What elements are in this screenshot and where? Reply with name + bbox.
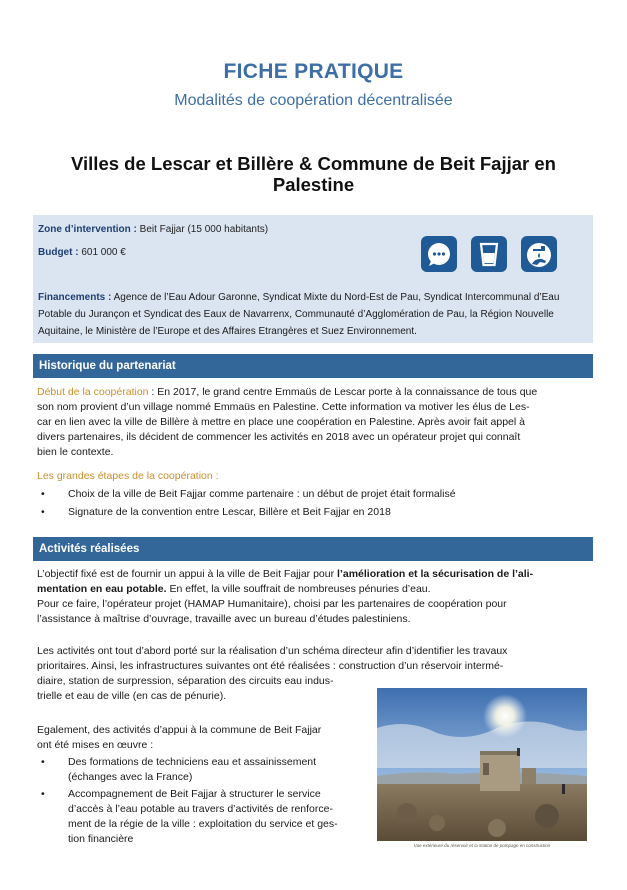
list-item [41, 487, 581, 502]
historique-line2: son nom provient d’un village nommé Emmaüs en Palestine. Cette information va motiver les élus de Les- [37, 401, 530, 413]
activites-p1-text2a: mentation en eau potable. [37, 583, 167, 595]
activites-p1-line2 [37, 582, 590, 597]
activites-p2-line1: Les activités ont tout d’abord porté sur la réalisation d’un schéma directeur afin d’identifier les travaux [37, 645, 508, 657]
activite-b2-line3: ment de la régie de la ville : exploitation du service et ges- [68, 818, 338, 830]
financements-line3: Aquitaine, le Ministère de l’Europe et des Affaires Etrangères et Suez Environnement. [38, 326, 417, 337]
activite-b2-line4: tion financière [68, 833, 134, 845]
historique-line3: car en lien avec la ville de Billère à mettre en place une coopération en Palestine. Après avoir fait appel à [37, 416, 525, 428]
zone-value: Beit Fajjar (15 000 habitants) [136, 224, 269, 235]
page-title: FICHE PRATIQUE [223, 60, 404, 83]
activites-p3-line1: Egalement, des activités d’appui à la commune de Beit Fajjar [37, 724, 322, 736]
list-item [41, 787, 373, 847]
budget-label: Budget : [38, 247, 79, 258]
historique-line1 [37, 385, 590, 400]
activites-p1-text1b: l’amélioration et la sécurisation de l’ali- [337, 568, 534, 580]
project-title-line1: Villes de Lescar et Billère & Commune de Beit Fajjar en [71, 153, 556, 174]
activites-p2-line3: diaire, station de surpression, séparation des circuits eau indus- [37, 675, 334, 687]
dialogue-icon [421, 236, 457, 272]
activites-p1-line1 [37, 567, 590, 582]
bullet-icon: • [41, 788, 45, 800]
activites-paragraph1 [37, 567, 590, 627]
section-heading-activites: Activités réalisées [33, 537, 593, 561]
list-item [41, 755, 373, 785]
financements-block [38, 289, 590, 340]
debut-label: Début de la coopération [37, 386, 149, 398]
reservoir-photo [377, 688, 587, 841]
budget-line [38, 247, 126, 258]
historique-paragraph [37, 385, 590, 460]
etape-text: Signature de la convention entre Lescar, Billère et Beit Fajjar en 2018 [68, 506, 391, 518]
activites-p2-line4: trielle et eau de ville (en cas de pénurie). [37, 690, 227, 702]
etapes-label: Les grandes étapes de la coopération : [37, 470, 219, 482]
zone-line [38, 224, 268, 235]
etape-text: Choix de la ville de Beit Fajjar comme partenaire : un début de projet était formalisé [68, 488, 456, 500]
activite-b1-line2: (échanges avec la France) [68, 771, 193, 783]
activite-b2-line1: Accompagnement de Beit Fajjar à structurer le service [68, 788, 321, 800]
activite-text [68, 755, 373, 785]
page-subtitle: Modalités de coopération décentralisée [174, 92, 453, 109]
zone-label: Zone d’intervention : [38, 224, 137, 235]
project-title [0, 153, 627, 195]
hand-washing-icon [521, 236, 557, 272]
historique-line4: divers partenaires, ils décident de commencer les activités en 2018 avec un opérateur projet qui connaît [37, 431, 521, 443]
financements-line1 [38, 289, 590, 306]
financements-line2: Potable du Jurançon et Syndicat des Eaux de Navarrenx, Communauté d’Agglomération de Pau, la Région Nouvelle [38, 309, 554, 320]
activites-paragraph2 [37, 644, 590, 674]
activites-p1-line3: Pour ce faire, l’opérateur projet (HAMAP Humanitaire), choisi par les partenaires de coopération pour [37, 598, 507, 610]
activites-p1-text1a: L’objectif fixé est de fournir un appui à la ville de Beit Fajjar pour [37, 568, 338, 580]
bullet-icon: • [41, 756, 45, 768]
historique-text1: : En 2017, le grand centre Emmaüs de Lescar porte à la connaissance de tous que [148, 386, 538, 398]
activites-p1-text2b: En effet, la ville souffrait de nombreuses pénuries d’eau. [166, 583, 431, 595]
activites-p2-line2: prioritaires. Ainsi, les infrastructures suivantes ont été réalisées : construction d’un réservoir intermé- [37, 660, 504, 672]
project-title-line2: Palestine [272, 174, 355, 195]
water-glass-icon [471, 236, 507, 272]
activites-paragraph2-cont [37, 674, 372, 704]
activites-p1-line4: l’assistance à maîtrise d’ouvrage, travaille avec un bureau d’études palestiniens. [37, 613, 411, 625]
bullet-icon: • [41, 488, 45, 500]
financements-text1: Agence de l’Eau Adour Garonne, Syndicat Mixte du Nord-Est de Pau, Syndicat Intercommunal d’Eau [111, 292, 560, 303]
historique-line5: bien le contexte. [37, 446, 114, 458]
photo-caption: Vue extérieure du réservoir et la station de pompage en construction [413, 843, 551, 848]
activite-b1-line1: Des formations de techniciens eau et assainissement [68, 756, 317, 768]
budget-value: 601 000 € [78, 247, 126, 258]
activite-text [68, 787, 373, 847]
bullet-icon: • [41, 506, 45, 518]
activites-paragraph3 [37, 723, 372, 753]
financements-label: Financements : [38, 292, 112, 303]
section-heading-historique: Historique du partenariat [33, 354, 593, 378]
activite-b2-line2: d’accès à l’eau potable au travers d’activités de renforce- [68, 803, 333, 815]
list-item [41, 505, 581, 520]
activites-p3-line2: ont été mises en œuvre : [37, 739, 154, 751]
